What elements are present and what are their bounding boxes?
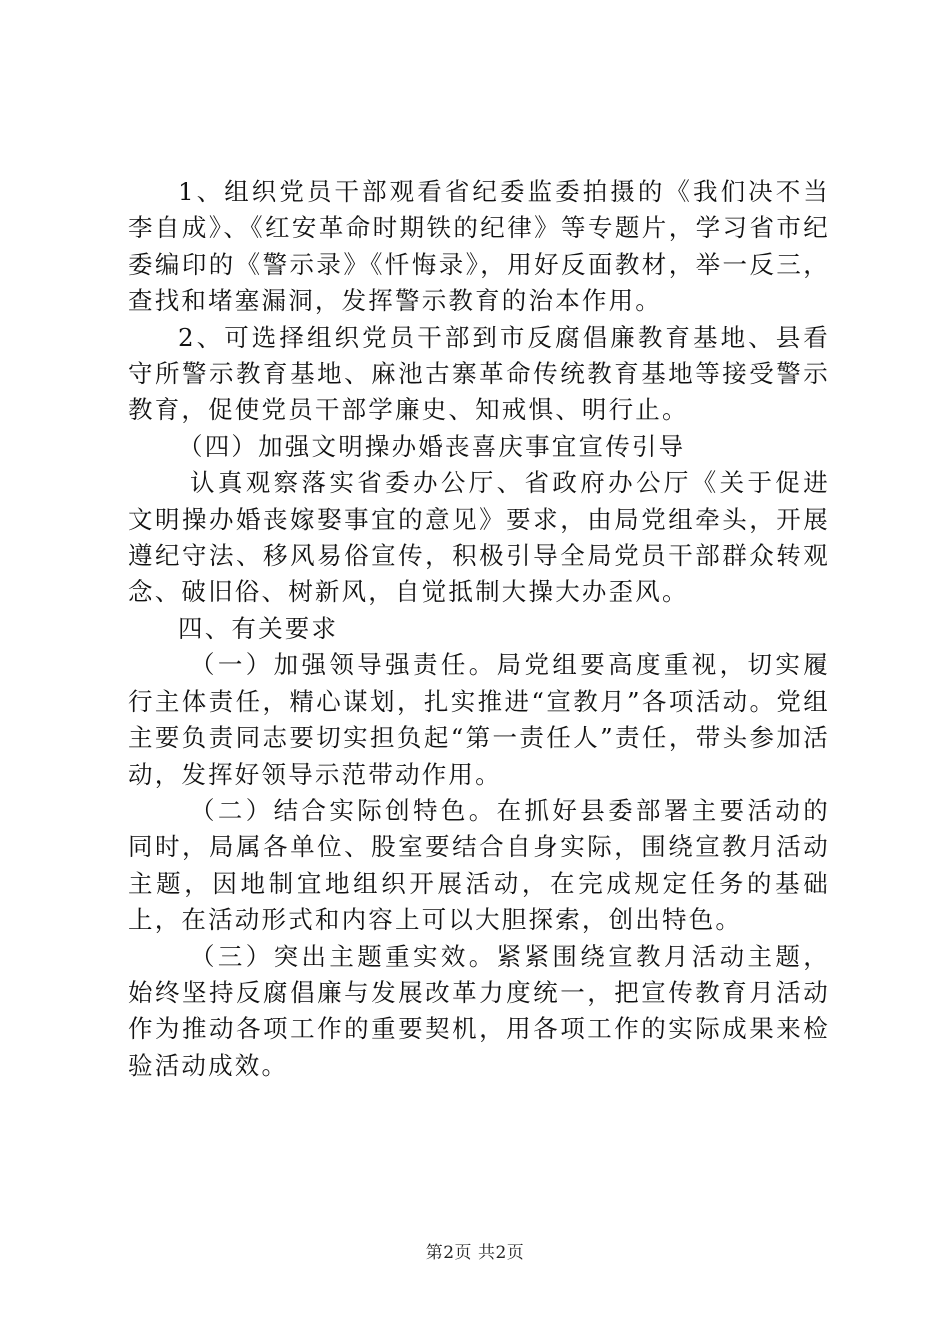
page-number-footer: 第2页 共2页 (425, 1243, 525, 1263)
section-heading-requirements: 四、有关要求 (178, 613, 339, 643)
paragraph-requirement-3: （三）突出主题重实效。紧紧围绕宣教月活动主题，始终坚持反腐倡廉与发展改革力度统一，把宣传教育月活动作为推动各项工作的重要契机，用各项工作的实际成果来检验活动成效。 (128, 941, 830, 1080)
paragraph-requirement-1: （一）加强领导强责任。局党组要高度重视，切实履行主体责任，精心谋划，扎实推进“宣教月”各项活动。党组主要负责同志要切实担负起“第一责任人”责任，带头参加活动，发挥好领导示范带动作用。 (128, 650, 830, 789)
paragraph-item-2: 2、可选择组织党员干部到市反腐倡廉教育基地、县看守所警示教育基地、麻池古寨革命传统教育基地等接受警示教育，促使党员干部学廉史、知戒惧、明行止。 (128, 322, 830, 425)
document-body (128, 174, 830, 1084)
paragraph-item-1: 1、组织党员干部观看省纪委监委拍摄的《我们决不当李自成》、《红安革命时期铁的纪律》等专题片，学习省市纪委编印的《警示录》《忏悔录》，用好反面教材，举一反三，查找和堵塞漏洞，发挥警示教育的治本作用。 (128, 177, 830, 316)
paragraph-requirement-2: （二）结合实际创特色。在抓好县委部署主要活动的同时，局属各单位、股室要结合自身实际，围绕宣教月活动主题，因地制宜地组织开展活动，在完成规定任务的基础上，在活动形式和内容上可以大胆探索，创出特色。 (128, 795, 830, 935)
section-heading-four: （四）加强文明操办婚丧喜庆事宜宣传引导 (178, 431, 686, 461)
paragraph-section-four-body: 认真观察落实省委办公厅、省政府办公厅《关于促进文明操办婚丧嫁娶事宜的意见》要求，由局党组牵头，开展遵纪守法、移风易俗宣传，积极引导全局党员干部群众转观念、破旧俗、树新风，自觉抵制大操大办歪风。 (128, 468, 830, 607)
